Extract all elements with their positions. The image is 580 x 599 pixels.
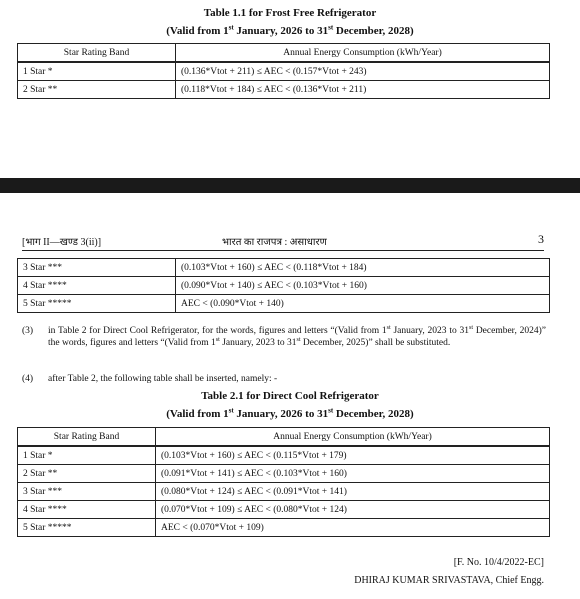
paragraph-number: (4): [22, 374, 34, 384]
gazette-part-label: [भाग II—खण्ड 3(ii)]: [22, 237, 102, 248]
table-1-1: [17, 43, 550, 99]
table-2-1: [17, 427, 550, 537]
header-annual-energy: Annual Energy Consumption (kWh/Year): [156, 428, 550, 447]
star-rating-cell: 4 Star ****: [18, 277, 176, 295]
aec-cell: (0.091*Vtot + 141) ≤ AEC < (0.103*Vtot + 160): [156, 465, 550, 483]
file-number: [F. No. 10/4/2022-EC]: [453, 557, 544, 568]
aec-cell: (0.090*Vtot + 140) ≤ AEC < (0.103*Vtot + 160): [176, 277, 550, 295]
star-rating-cell: 2 Star **: [18, 81, 176, 99]
gazette-title: भारत का राजपत्र : असाधारण: [222, 237, 327, 248]
header-annual-energy: Annual Energy Consumption (kWh/Year): [176, 44, 550, 63]
paragraph-4: [22, 373, 546, 385]
table-row: [18, 62, 550, 81]
star-rating-cell: 1 Star *: [18, 62, 176, 81]
signatory-name: DHIRAJ KUMAR SRIVASTAVA, Chief Engg.: [354, 575, 544, 586]
aec-cell: (0.103*Vtot + 160) ≤ AEC < (0.115*Vtot + 179): [156, 446, 550, 465]
paragraph-text: after Table 2, the following table shall be inserted, namely: -: [48, 374, 278, 384]
aec-cell: (0.070*Vtot + 109) ≤ AEC < (0.080*Vtot + 124): [156, 501, 550, 519]
table-1-1-title: Table 1.1 for Frost Free Refrigerator: [203, 7, 377, 19]
table-1-1-validity: (Valid from 1st January, 2026 to 31st December, 2028): [166, 23, 414, 37]
aec-cell: AEC < (0.090*Vtot + 140): [176, 295, 550, 313]
star-rating-cell: 3 Star ***: [18, 483, 156, 501]
paragraph-text: in Table 2 for Direct Cool Refrigerator, for the words, figures and letters “(Valid from 1st January, 2023 to 31st December, 2024)” the words, figures and letters “(Valid from 1st January, 2023 to 31st December, 2025)” shall be substituted.: [48, 324, 547, 348]
paragraph-3: [22, 325, 546, 349]
header-star-rating: Star Rating Band: [18, 44, 176, 63]
paragraph-number: (3): [22, 326, 34, 336]
table-row: [18, 295, 550, 313]
star-rating-cell: 5 Star *****: [18, 295, 176, 313]
page-number: 3: [538, 232, 544, 246]
table-row: [18, 483, 550, 501]
gazette-running-header: [22, 234, 544, 251]
aec-cell: (0.080*Vtot + 124) ≤ AEC < (0.091*Vtot + 141): [156, 483, 550, 501]
table-header-row: [18, 428, 550, 447]
table-row: [18, 501, 550, 519]
table-header-row: [18, 44, 550, 63]
aec-cell: (0.136*Vtot + 211) ≤ AEC < (0.157*Vtot + 243): [176, 62, 550, 81]
header-star-rating: Star Rating Band: [18, 428, 156, 447]
table-row: [18, 519, 550, 537]
table-row: [18, 259, 550, 277]
aec-cell: AEC < (0.070*Vtot + 109): [156, 519, 550, 537]
page-separator-band: [0, 178, 580, 193]
table-1-1-continued: [17, 258, 550, 313]
star-rating-cell: 1 Star *: [18, 446, 156, 465]
star-rating-cell: 4 Star ****: [18, 501, 156, 519]
table-row: [18, 446, 550, 465]
aec-cell: (0.103*Vtot + 160) ≤ AEC < (0.118*Vtot + 184): [176, 259, 550, 277]
table-2-1-validity: (Valid from 1st January, 2026 to 31st December, 2028): [166, 406, 414, 420]
star-rating-cell: 3 Star ***: [18, 259, 176, 277]
page-top: [0, 0, 580, 178]
table-row: [18, 465, 550, 483]
table-row: [18, 277, 550, 295]
star-rating-cell: 2 Star **: [18, 465, 156, 483]
table-row: [18, 81, 550, 99]
aec-cell: (0.118*Vtot + 184) ≤ AEC < (0.136*Vtot + 211): [176, 81, 550, 99]
star-rating-cell: 5 Star *****: [18, 519, 156, 537]
table-2-1-title: Table 2.1 for Direct Cool Refrigerator: [201, 390, 379, 402]
